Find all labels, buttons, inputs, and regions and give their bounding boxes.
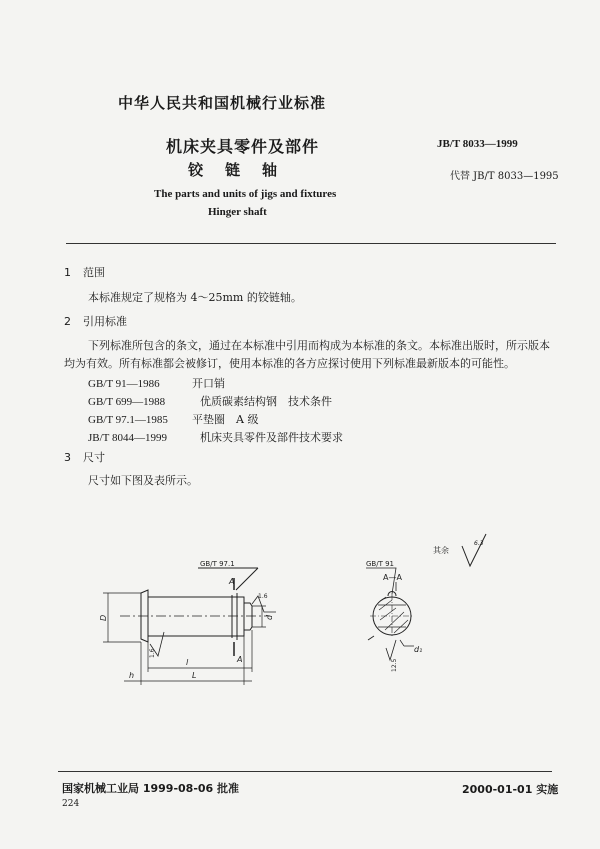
standard-subtitle-en: Hinger shaft: [208, 206, 267, 218]
dim-D-label: D: [99, 614, 108, 621]
reference-code: JB/T 8044—1999: [88, 432, 167, 444]
standard-code: JB/T 8033—1999: [437, 138, 518, 150]
reference-item: [88, 375, 225, 391]
dim-L-label: L: [192, 671, 197, 680]
standard-subtitle-cn: 铰链轴: [188, 161, 300, 179]
cut-label-bottom: A: [237, 655, 243, 664]
implementation-date: 2000-01-01 实施: [462, 783, 559, 796]
section-number: 2: [64, 315, 71, 328]
dim-D-line: [103, 593, 141, 642]
header-divider: [66, 243, 556, 244]
section-title: 范围: [83, 266, 105, 279]
section-1-heading: [64, 264, 105, 280]
reference-title: 平垫圈 A 级: [192, 413, 259, 426]
pin-callout: GB/T 91: [366, 560, 394, 568]
footer-divider: [58, 771, 552, 772]
cut-label-top: A: [229, 577, 235, 586]
rest-roughness-label: 其余: [433, 546, 449, 555]
replaces-standard: 代替 JB/T 8033—1995: [450, 171, 559, 182]
shaft-body: [148, 597, 237, 636]
dim-d1-line: [400, 640, 414, 646]
reference-code: GB/T 699—1988: [88, 396, 166, 408]
roughness-value: 1.6: [149, 648, 156, 658]
extension-lines: [141, 630, 252, 685]
reference-item: [88, 429, 343, 445]
section-title: 尺寸: [83, 451, 105, 464]
reference-title: 开口销: [192, 377, 225, 390]
roughness-value: 6.3: [474, 540, 484, 547]
hinge-shaft-drawing: [0, 520, 600, 700]
issuing-organization: 中华人民共和国机械行业标准: [118, 94, 327, 112]
section-hatching: [379, 597, 408, 633]
section-3-heading: [64, 449, 105, 465]
standard-title-en: The parts and units of jigs and fixtures: [154, 188, 337, 200]
reference-item: [88, 411, 258, 427]
dim-d-label: d: [265, 614, 274, 620]
dim-l-label: l: [186, 658, 189, 667]
section-1-text: 本标准规定了规格为 4～25mm 的铰链轴。: [88, 291, 302, 304]
section-2-text-line2: 均为有效。所有标准都会被修订，使用本标准的各方应探讨使用下列标准最新版本的可能性。: [64, 357, 515, 370]
section-2-text-line1: 下列标准所包含的条文，通过在本标准中引用而构成为本标准的条文。本标准出版时，所示版本: [88, 339, 550, 352]
approval-info: 国家机械工业局 1999-08-06 批准: [62, 782, 240, 795]
section-number: 1: [64, 266, 71, 279]
reference-item: [88, 393, 332, 409]
reference-code: GB/T 97.1—1985: [88, 414, 168, 426]
dim-d-line: [252, 606, 266, 627]
shaft-end: [244, 603, 252, 630]
reference-code: GB/T 91—1986: [88, 378, 160, 390]
page-number: 224: [62, 799, 80, 809]
section-2-heading: [64, 313, 127, 329]
roughness-rest-symbol: [462, 534, 486, 566]
reference-title: 机床夹具零件及部件技术要求: [200, 431, 343, 444]
section-title: 引用标准: [83, 315, 127, 328]
section-number: 3: [64, 451, 71, 464]
roughness-value: 12.5: [391, 658, 398, 672]
dim-d1-label: d₁: [414, 645, 423, 654]
section-view-label: A—A: [383, 573, 402, 582]
washer-callout: GB/T 97.1: [200, 560, 235, 568]
section-3-text: 尺寸如下图及表所示。: [88, 474, 198, 487]
washer-groove: [232, 593, 237, 640]
standard-title-cn: 机床夹具零件及部件: [166, 137, 320, 156]
reference-title: 优质碳素结构钢 技术条件: [200, 395, 332, 408]
dim-h-label: h: [129, 671, 135, 680]
roughness-value: 1.6: [258, 593, 268, 600]
roughness-symbol: [386, 640, 396, 660]
washer-leader: [198, 568, 258, 590]
